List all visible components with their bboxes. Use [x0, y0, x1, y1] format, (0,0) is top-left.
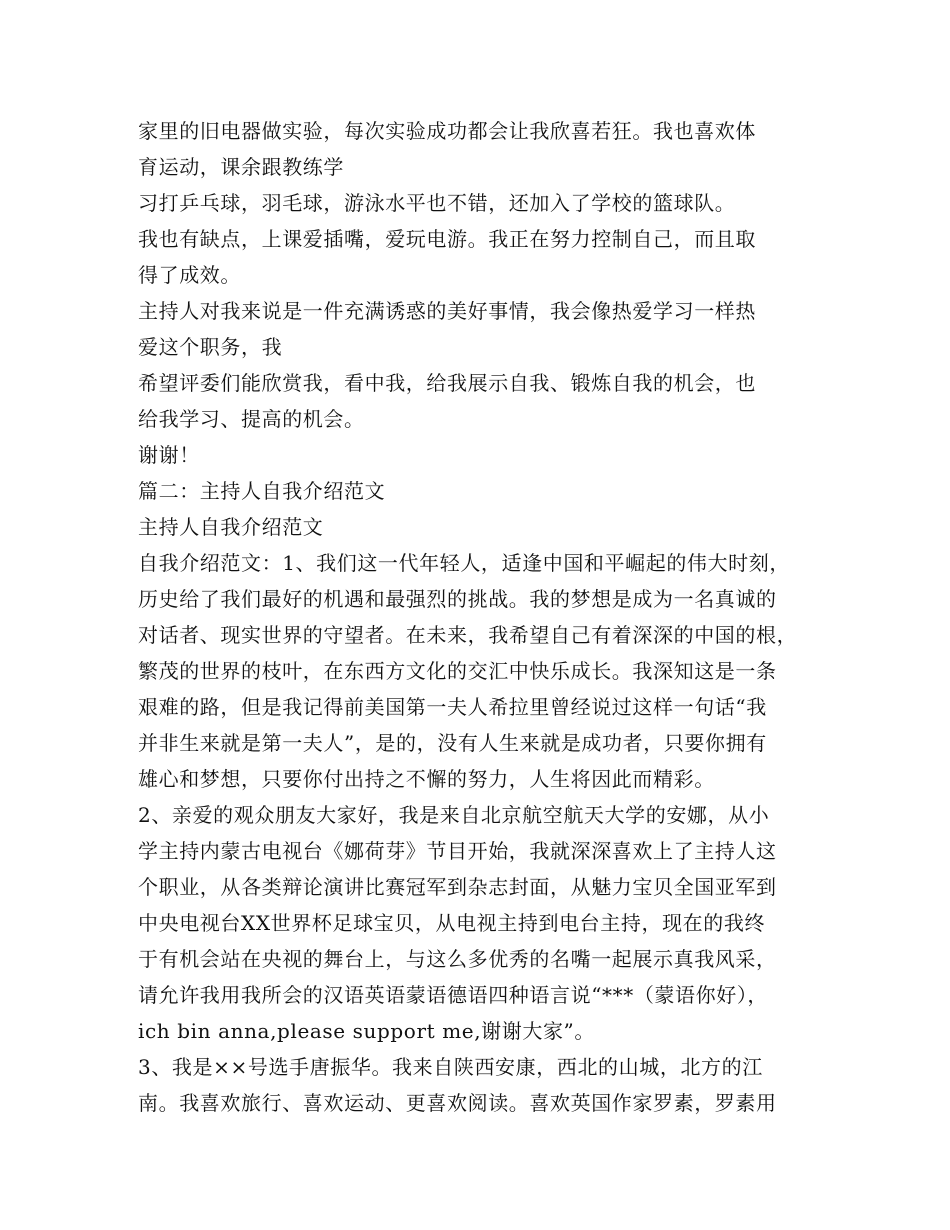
text-line: 3、我是××号选手唐振华。我来自陕西安康，西北的山城，北方的江: [138, 1055, 763, 1079]
section-heading: 篇二：主持人自我介绍范文: [138, 479, 386, 503]
text-line: 育运动，课余跟教练学: [138, 155, 344, 179]
text-line: 谢谢！: [138, 443, 200, 467]
section-subheading: 主持人自我介绍范文: [138, 515, 324, 539]
text-line: 2、亲爱的观众朋友大家好，我是来自北京航空航天大学的安娜，从小: [138, 803, 770, 827]
document-body: [138, 113, 818, 1121]
text-line: 于有机会站在央视的舞台上，与这么多优秀的名嘴一起展示真我风采，: [138, 947, 777, 971]
text-line: 主持人对我来说是一件充满诱惑的美好事情，我会像热爱学习一样热: [138, 299, 756, 323]
text-line: 个职业，从各类辩论演讲比赛冠军到杂志封面，从魅力宝贝全国亚军到: [138, 875, 777, 899]
text-line: ich bin anna,please support me,谢谢大家”。: [138, 1019, 595, 1043]
text-line: 雄心和梦想，只要你付出持之不懈的努力，人生将因此而精彩。: [138, 767, 715, 791]
text-line: 家里的旧电器做实验，每次实验成功都会让我欣喜若狂。我也喜欢体: [138, 119, 756, 143]
text-line: 并非生来就是第一夫人”，是的，没有人生来就是成功者，只要你拥有: [138, 731, 767, 755]
text-line: 爱这个职务，我: [138, 335, 283, 359]
text-line: 历史给了我们最好的机遇和最强烈的挑战。我的梦想是成为一名真诚的: [138, 587, 777, 611]
text-line: 中央电视台XX世界杯足球宝贝，从电视主持到电台主持，现在的我终: [138, 911, 766, 935]
text-line: 请允许我用我所会的汉语英语蒙语德语四种语言说“***（蒙语你好），: [138, 983, 769, 1007]
text-line: 对话者、现实世界的守望者。在未来，我希望自己有着深深的中国的根，: [138, 623, 798, 647]
text-line: 我也有缺点，上课爱插嘴，爱玩电游。我正在努力控制自己，而且取: [138, 227, 756, 251]
text-line: 希望评委们能欣赏我，看中我，给我展示自我、锻炼自我的机会，也: [138, 371, 756, 395]
text-line: 学主持内蒙古电视台《娜荷芽》节目开始，我就深深喜欢上了主持人这: [138, 839, 777, 863]
text-line: 繁茂的世界的枝叶，在东西方文化的交汇中快乐成长。我深知这是一条: [138, 659, 777, 683]
text-line: 南。我喜欢旅行、喜欢运动、更喜欢阅读。喜欢英国作家罗素，罗素用: [138, 1091, 777, 1115]
text-line: 给我学习、提高的机会。: [138, 407, 365, 431]
text-line: 习打乒乓球，羽毛球，游泳水平也不错，还加入了学校的篮球队。: [138, 191, 736, 215]
text-line: 得了成效。: [138, 263, 241, 287]
text-line: 自我介绍范文：1、我们这一代年轻人，适逢中国和平崛起的伟大时刻，: [138, 551, 790, 575]
text-line: 艰难的路，但是我记得前美国第一夫人希拉里曾经说过这样一句话“我: [138, 695, 767, 719]
